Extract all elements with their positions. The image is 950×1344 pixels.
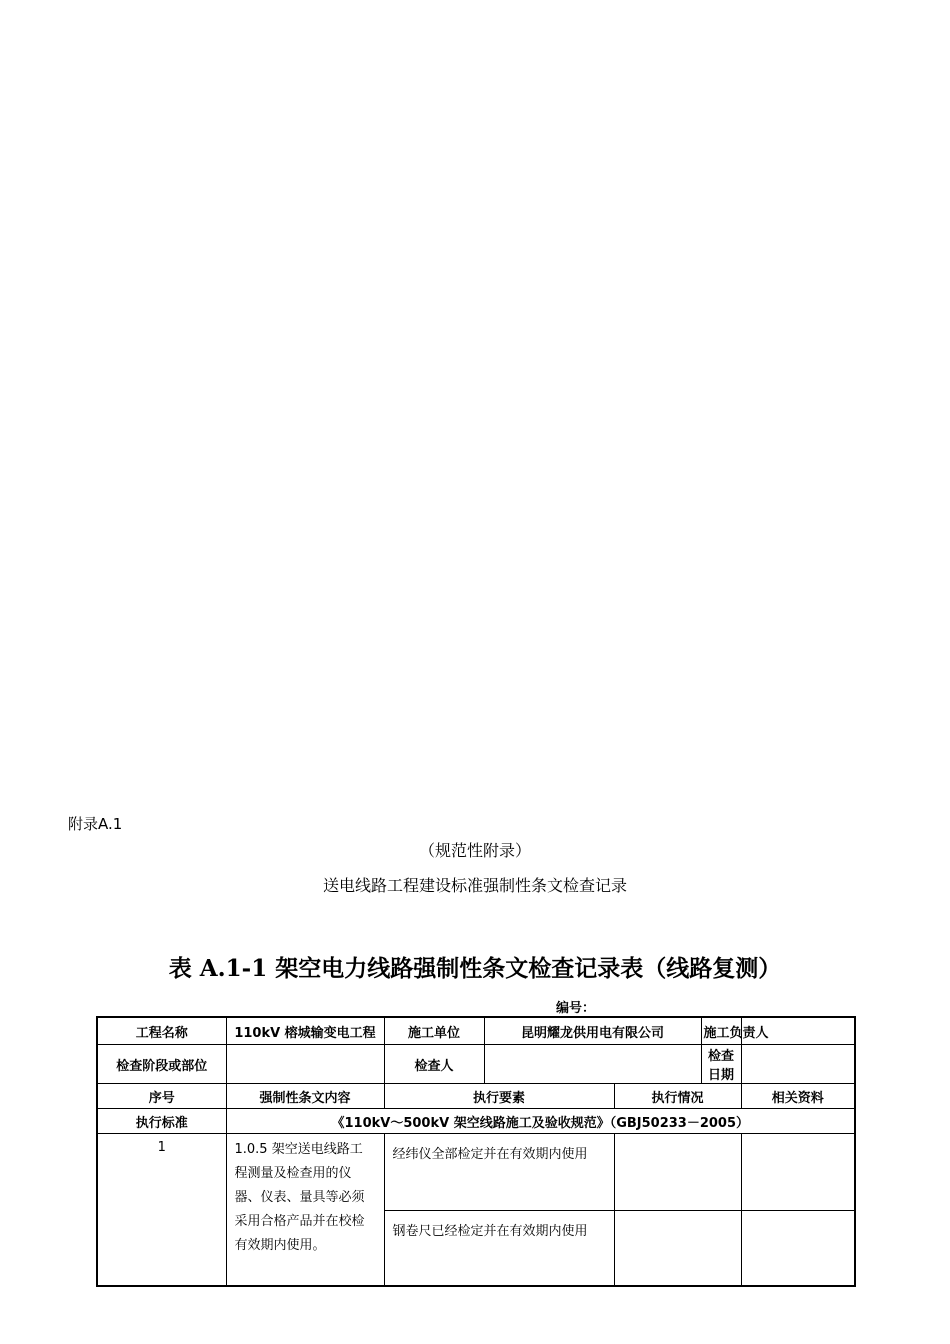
table-row — [97, 1045, 855, 1084]
inspector-label: 检查人 — [384, 1045, 484, 1084]
item-status-cell[interactable] — [614, 1211, 741, 1287]
record-title: 送电线路工程建设标准强制性条文检查记录 — [322, 876, 627, 895]
appendix-subtitle: （规范性附录） — [418, 841, 531, 860]
table-row — [97, 1134, 855, 1211]
header-content: 强制性条文内容 — [226, 1084, 384, 1109]
item-clause: 1.0.5 架空送电线路工程测量及检查用的仪器、仪表、量具等必须采用合格产品并在校检有效期内使用。 — [226, 1134, 384, 1287]
inspection-date-value[interactable] — [741, 1045, 855, 1084]
project-name-value[interactable]: 110kV 榕城输变电工程 — [226, 1017, 384, 1045]
header-seq: 序号 — [97, 1084, 226, 1109]
item-element: 经纬仪全部检定并在有效期内使用 — [384, 1134, 614, 1211]
table-row — [97, 1109, 855, 1134]
inspection-stage-label: 检查阶段或部位 — [97, 1045, 226, 1084]
inspector-value[interactable] — [484, 1045, 701, 1084]
construction-unit-label: 施工单位 — [384, 1017, 484, 1045]
inspection-date-label: 检查日期 — [701, 1045, 741, 1084]
table-header-row — [97, 1084, 855, 1109]
header-elements: 执行要素 — [384, 1084, 614, 1109]
item-seq: 1 — [97, 1134, 226, 1287]
standard-value: 《110kV～500kV 架空线路施工及验收规范》（GBJ50233－2005） — [226, 1109, 855, 1134]
inspection-record-table — [96, 1016, 856, 1287]
table-title: 表 A.1-1 架空电力线路强制性条文检查记录表（线路复测） — [168, 955, 782, 982]
project-name-label: 工程名称 — [97, 1017, 226, 1045]
standard-label: 执行标准 — [97, 1109, 226, 1134]
item-element: 钢卷尺已经检定并在有效期内使用 — [384, 1211, 614, 1287]
construction-lead-label: 施工负责人 — [701, 1017, 741, 1045]
item-status-cell[interactable] — [614, 1134, 741, 1211]
appendix-label: 附录A.1 — [68, 815, 123, 833]
item-materials-cell[interactable] — [741, 1211, 855, 1287]
number-label: 编号： — [556, 1001, 596, 1016]
item-materials-cell[interactable] — [741, 1134, 855, 1211]
inspection-stage-value[interactable] — [226, 1045, 384, 1084]
construction-unit-value[interactable]: 昆明耀龙供用电有限公司 — [484, 1017, 701, 1045]
table-row — [97, 1017, 855, 1045]
header-status: 执行情况 — [614, 1084, 741, 1109]
header-materials: 相关资料 — [741, 1084, 855, 1109]
